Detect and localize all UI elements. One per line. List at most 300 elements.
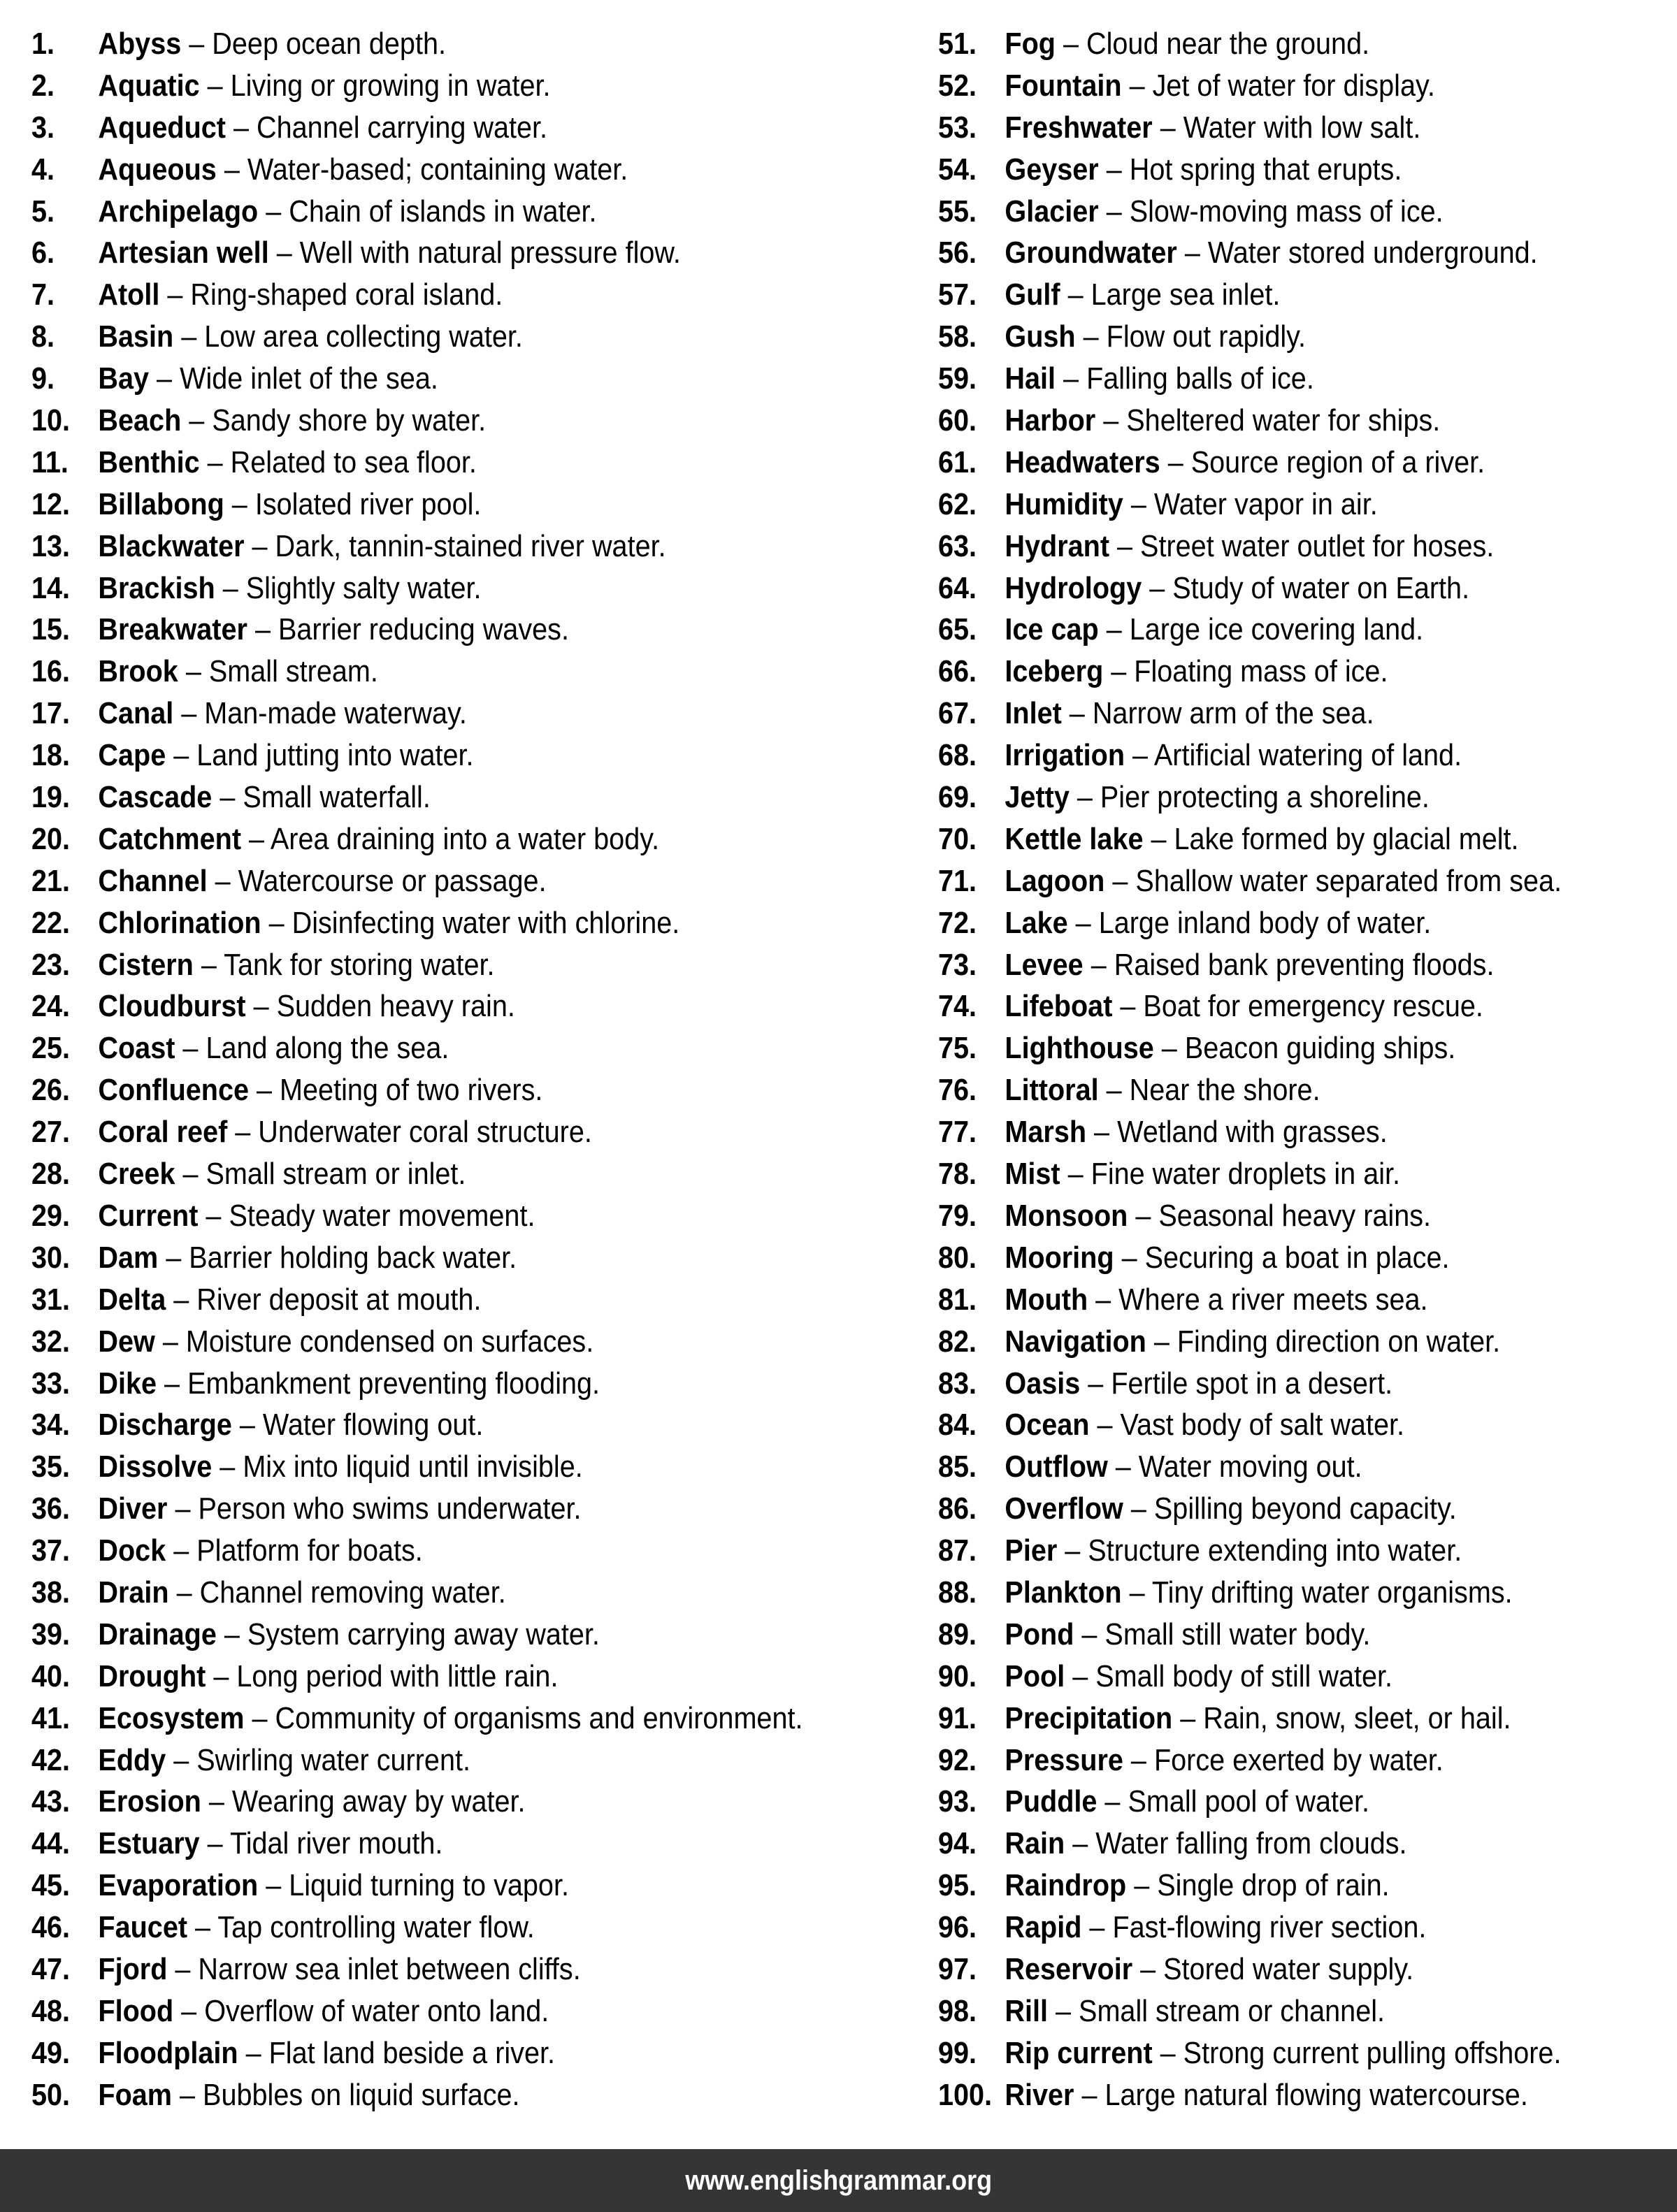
item-separator: – bbox=[216, 1617, 247, 1651]
list-item-content bbox=[31, 1279, 481, 1321]
list-item-content bbox=[938, 693, 1374, 735]
item-separator: – bbox=[193, 947, 224, 982]
list-item-content bbox=[31, 1990, 549, 2032]
item-term: Gulf bbox=[1005, 277, 1060, 312]
item-term: Abyss bbox=[98, 27, 182, 61]
item-separator: – bbox=[1083, 947, 1114, 982]
list-item-content bbox=[31, 1530, 423, 1572]
list-item-content bbox=[938, 232, 1538, 274]
list-item bbox=[31, 191, 888, 233]
item-separator: – bbox=[206, 1658, 237, 1693]
list-item bbox=[938, 1572, 1631, 1614]
list-item bbox=[938, 1446, 1631, 1488]
list-item-content bbox=[31, 902, 679, 944]
item-number: 9. bbox=[31, 361, 55, 396]
item-separator: – bbox=[1109, 528, 1141, 563]
list-item-content bbox=[938, 776, 1430, 818]
item-term: Fog bbox=[1005, 27, 1056, 61]
item-definition: Flow out rapidly. bbox=[1106, 319, 1307, 354]
item-term: Kettle lake bbox=[1005, 821, 1144, 856]
list-item-content bbox=[31, 484, 481, 526]
item-separator: – bbox=[1114, 1240, 1145, 1275]
item-separator: – bbox=[173, 1993, 205, 2028]
item-definition: Force exerted by water. bbox=[1153, 1742, 1444, 1777]
item-separator: – bbox=[1146, 1324, 1177, 1359]
item-definition: Tap controlling water flow. bbox=[217, 1910, 535, 1945]
list-item bbox=[31, 232, 888, 274]
item-term: Groundwater bbox=[1005, 236, 1177, 270]
list-item-content bbox=[938, 107, 1420, 149]
item-term: Pond bbox=[1005, 1617, 1074, 1651]
item-term: Mooring bbox=[1005, 1240, 1114, 1275]
item-definition: Large natural flowing watercourse. bbox=[1104, 2077, 1528, 2112]
list-item bbox=[938, 191, 1631, 233]
list-item bbox=[938, 1907, 1631, 1949]
item-separator: – bbox=[1074, 2077, 1105, 2112]
list-item bbox=[31, 1069, 888, 1111]
item-definition: Deep ocean depth. bbox=[212, 27, 446, 61]
item-definition: Flat land beside a river. bbox=[268, 2035, 556, 2070]
list-item bbox=[31, 1614, 888, 1656]
item-definition: Large sea inlet. bbox=[1091, 277, 1281, 312]
list-item-content bbox=[938, 1069, 1320, 1111]
list-item bbox=[31, 484, 888, 526]
list-item bbox=[31, 1990, 888, 2032]
list-item bbox=[938, 944, 1631, 986]
list-item-content bbox=[31, 442, 477, 484]
item-separator: – bbox=[1152, 110, 1183, 145]
item-separator: – bbox=[166, 1742, 197, 1777]
item-term: Geyser bbox=[1005, 152, 1099, 187]
item-term: Billabong bbox=[98, 486, 224, 521]
item-separator: – bbox=[199, 444, 231, 479]
item-definition: Stored water supply. bbox=[1163, 1951, 1414, 1986]
item-separator: – bbox=[173, 319, 205, 354]
item-separator: – bbox=[238, 2035, 269, 2070]
list-item-content bbox=[938, 1781, 1369, 1823]
list-item bbox=[938, 1195, 1631, 1237]
list-item-content bbox=[938, 1488, 1457, 1530]
item-separator: – bbox=[1067, 905, 1099, 940]
list-item bbox=[938, 232, 1631, 274]
item-definition: Tiny drifting water organisms. bbox=[1151, 1575, 1513, 1610]
item-term: Ecosystem bbox=[98, 1700, 245, 1735]
item-definition: Long period with little rain. bbox=[236, 1658, 559, 1693]
list-item bbox=[938, 568, 1631, 609]
item-term: Mouth bbox=[1005, 1282, 1088, 1317]
list-item-content bbox=[31, 23, 446, 65]
item-term: Dam bbox=[98, 1240, 159, 1275]
item-number: 69. bbox=[938, 780, 977, 815]
list-item-content bbox=[938, 1907, 1426, 1949]
item-term: Fountain bbox=[1005, 68, 1122, 103]
item-separator: – bbox=[1056, 361, 1087, 396]
item-number: 75. bbox=[938, 1031, 977, 1066]
item-number: 61. bbox=[938, 444, 977, 479]
item-term: Dock bbox=[98, 1533, 166, 1568]
item-term: Irrigation bbox=[1005, 738, 1125, 773]
list-item bbox=[31, 107, 888, 149]
item-definition: Related to sea floor. bbox=[230, 444, 477, 479]
item-definition: Tidal river mouth. bbox=[229, 1826, 443, 1861]
list-item-content bbox=[31, 1614, 600, 1656]
item-definition: Wetland with grasses. bbox=[1117, 1115, 1388, 1150]
item-number: 79. bbox=[938, 1198, 977, 1233]
item-number: 67. bbox=[938, 696, 977, 731]
item-number: 16. bbox=[31, 654, 71, 689]
item-definition: Land along the sea. bbox=[206, 1031, 449, 1066]
list-item bbox=[31, 1279, 888, 1321]
item-number: 71. bbox=[938, 863, 977, 898]
list-item-content bbox=[31, 65, 551, 107]
list-item bbox=[938, 860, 1631, 902]
item-number: 14. bbox=[31, 570, 71, 605]
item-number: 63. bbox=[938, 528, 977, 563]
list-item-content bbox=[938, 23, 1369, 65]
item-definition: Large ice covering land. bbox=[1129, 612, 1424, 647]
item-number: 88. bbox=[938, 1575, 977, 1610]
item-number: 27. bbox=[31, 1115, 71, 1150]
item-term: Rain bbox=[1005, 1826, 1065, 1861]
item-definition: System carrying away water. bbox=[247, 1617, 600, 1651]
item-definition: Boat for emergency rescue. bbox=[1143, 989, 1483, 1024]
list-item-content bbox=[938, 400, 1440, 442]
item-term: Chlorination bbox=[98, 905, 261, 940]
item-term: Discharge bbox=[98, 1408, 232, 1443]
list-item-content bbox=[31, 1446, 583, 1488]
item-term: Pier bbox=[1005, 1533, 1058, 1568]
list-item bbox=[31, 651, 888, 693]
item-definition: Water falling from clouds. bbox=[1095, 1826, 1407, 1861]
item-term: Inlet bbox=[1005, 696, 1062, 731]
list-item bbox=[31, 776, 888, 818]
list-item-content bbox=[31, 776, 431, 818]
item-number: 87. bbox=[938, 1533, 977, 1568]
item-number: 92. bbox=[938, 1742, 977, 1777]
list-item-content bbox=[938, 1990, 1385, 2032]
item-definition: Single drop of rain. bbox=[1157, 1868, 1390, 1903]
item-definition: Ring-shaped coral island. bbox=[190, 277, 503, 312]
item-separator: – bbox=[215, 570, 246, 605]
list-item-content bbox=[938, 1111, 1388, 1153]
list-item-content bbox=[31, 818, 659, 860]
list-item-content bbox=[938, 944, 1494, 986]
list-item bbox=[31, 1027, 888, 1069]
item-term: Drainage bbox=[98, 1617, 217, 1651]
item-separator: – bbox=[258, 194, 289, 229]
item-term: Dew bbox=[98, 1324, 155, 1359]
item-term: Estuary bbox=[98, 1826, 200, 1861]
item-separator: – bbox=[158, 1240, 189, 1275]
item-definition: Fertile spot in a desert. bbox=[1111, 1366, 1393, 1401]
item-definition: Slightly salty water. bbox=[245, 570, 482, 605]
list-item bbox=[31, 1656, 888, 1698]
item-separator: – bbox=[1107, 1450, 1139, 1484]
list-item bbox=[31, 1698, 888, 1740]
list-item bbox=[938, 1321, 1631, 1363]
item-term: Coral reef bbox=[98, 1115, 228, 1150]
item-definition: Channel removing water. bbox=[199, 1575, 506, 1610]
list-item-content bbox=[31, 1404, 483, 1446]
list-item bbox=[938, 1949, 1631, 1990]
list-item-content bbox=[31, 1195, 535, 1237]
list-item bbox=[31, 568, 888, 609]
list-item bbox=[938, 484, 1631, 526]
item-separator: – bbox=[227, 1115, 259, 1150]
list-item-content bbox=[31, 526, 666, 568]
item-definition: Fast-flowing river section. bbox=[1112, 1910, 1427, 1945]
item-term: Raindrop bbox=[1005, 1868, 1127, 1903]
item-number: 8. bbox=[31, 319, 55, 354]
list-item-content bbox=[31, 1949, 581, 1990]
item-number: 35. bbox=[31, 1450, 71, 1484]
item-number: 7. bbox=[31, 277, 55, 312]
list-item-content bbox=[31, 860, 547, 902]
item-term: Fjord bbox=[98, 1951, 168, 1986]
item-separator: – bbox=[244, 1700, 275, 1735]
item-number: 59. bbox=[938, 361, 977, 396]
list-item-content bbox=[938, 484, 1378, 526]
item-term: Bay bbox=[98, 361, 150, 396]
list-item-content bbox=[938, 1321, 1500, 1363]
item-number: 84. bbox=[938, 1408, 977, 1443]
list-item-content bbox=[938, 651, 1388, 693]
list-item bbox=[31, 23, 888, 65]
list-item bbox=[938, 1781, 1631, 1823]
item-separator: – bbox=[166, 738, 197, 773]
item-separator: – bbox=[181, 27, 213, 61]
item-number: 44. bbox=[31, 1826, 71, 1861]
item-separator: – bbox=[154, 1324, 186, 1359]
list-item-content bbox=[938, 1153, 1400, 1195]
list-item-content bbox=[31, 1656, 558, 1698]
item-term: Levee bbox=[1005, 947, 1084, 982]
item-number: 48. bbox=[31, 1993, 71, 2028]
item-term: Evaporation bbox=[98, 1868, 259, 1903]
item-term: Artesian well bbox=[98, 236, 269, 270]
item-number: 3. bbox=[31, 110, 55, 145]
item-number: 43. bbox=[31, 1784, 71, 1819]
item-separator: – bbox=[1074, 1617, 1105, 1651]
item-definition: Barrier reducing waves. bbox=[278, 612, 569, 647]
item-term: Monsoon bbox=[1005, 1198, 1128, 1233]
item-number: 50. bbox=[31, 2077, 71, 2112]
item-term: Dike bbox=[98, 1366, 157, 1401]
item-term: Breakwater bbox=[98, 612, 247, 647]
item-number: 30. bbox=[31, 1240, 71, 1275]
list-item bbox=[31, 358, 888, 400]
list-item bbox=[31, 944, 888, 986]
item-number: 76. bbox=[938, 1073, 977, 1108]
item-term: Hydrology bbox=[1005, 570, 1142, 605]
list-item-content bbox=[938, 902, 1431, 944]
list-item bbox=[938, 2074, 1631, 2116]
list-item-content bbox=[31, 1153, 466, 1195]
item-definition: Liquid turning to vapor. bbox=[289, 1868, 569, 1903]
item-separator: – bbox=[172, 2077, 203, 2112]
list-item bbox=[31, 1530, 888, 1572]
item-separator: – bbox=[1121, 68, 1153, 103]
list-item bbox=[31, 735, 888, 776]
list-item-content bbox=[938, 1027, 1455, 1069]
list-item bbox=[31, 1195, 888, 1237]
item-term: Cascade bbox=[98, 780, 213, 815]
list-item bbox=[938, 1153, 1631, 1195]
item-term: Navigation bbox=[1005, 1324, 1146, 1359]
item-definition: Wide inlet of the sea. bbox=[180, 361, 438, 396]
item-number: 78. bbox=[938, 1157, 977, 1192]
item-definition: Embankment preventing flooding. bbox=[187, 1366, 600, 1401]
list-item-content bbox=[938, 1740, 1444, 1781]
item-number: 32. bbox=[31, 1324, 71, 1359]
list-item bbox=[938, 1656, 1631, 1698]
list-item-content bbox=[938, 1949, 1413, 1990]
item-separator: – bbox=[166, 1533, 197, 1568]
list-item bbox=[31, 400, 888, 442]
item-definition: Near the shore. bbox=[1129, 1073, 1320, 1108]
list-item bbox=[938, 902, 1631, 944]
list-item-content bbox=[31, 1027, 449, 1069]
list-item bbox=[938, 400, 1631, 442]
list-item bbox=[938, 1237, 1631, 1279]
item-separator: – bbox=[1065, 1658, 1096, 1693]
word-list-left-column bbox=[31, 23, 888, 2116]
item-separator: – bbox=[1128, 1198, 1159, 1233]
item-number: 60. bbox=[938, 403, 977, 438]
item-separator: – bbox=[166, 1282, 197, 1317]
item-term: Outflow bbox=[1005, 1450, 1108, 1484]
item-number: 19. bbox=[31, 780, 71, 815]
item-term: Rill bbox=[1005, 1993, 1049, 2028]
item-separator: – bbox=[159, 277, 191, 312]
list-item-content bbox=[31, 651, 378, 693]
item-term: Foam bbox=[98, 2077, 173, 2112]
list-item bbox=[938, 23, 1631, 65]
item-definition: Fine water droplets in air. bbox=[1091, 1157, 1401, 1192]
list-item bbox=[31, 1488, 888, 1530]
word-list-right-column bbox=[938, 23, 1631, 2116]
item-definition: Water flowing out. bbox=[262, 1408, 484, 1443]
item-number: 22. bbox=[31, 905, 71, 940]
list-item bbox=[938, 1614, 1631, 1656]
item-definition: Structure extending into water. bbox=[1088, 1533, 1462, 1568]
item-definition: Water vapor in air. bbox=[1153, 486, 1378, 521]
item-number: 39. bbox=[31, 1617, 71, 1651]
list-item-content bbox=[938, 1865, 1390, 1907]
item-definition: Small pool of water. bbox=[1128, 1784, 1370, 1819]
item-definition: Bubbles on liquid surface. bbox=[203, 2077, 520, 2112]
list-item bbox=[938, 1404, 1631, 1446]
list-item bbox=[31, 1321, 888, 1363]
item-term: Coast bbox=[98, 1031, 175, 1066]
item-separator: – bbox=[1098, 194, 1130, 229]
item-term: Beach bbox=[98, 403, 182, 438]
item-number: 12. bbox=[31, 486, 71, 521]
item-definition: Securing a boat in place. bbox=[1144, 1240, 1450, 1275]
item-term: Littoral bbox=[1005, 1073, 1099, 1108]
list-item bbox=[938, 651, 1631, 693]
item-separator: – bbox=[1126, 1868, 1158, 1903]
list-item-content bbox=[31, 1740, 470, 1781]
item-number: 23. bbox=[31, 947, 71, 982]
item-term: Hydrant bbox=[1005, 528, 1110, 563]
item-definition: Sandy shore by water. bbox=[212, 403, 487, 438]
item-definition: Small body of still water. bbox=[1095, 1658, 1392, 1693]
list-item bbox=[31, 526, 888, 568]
list-item-content bbox=[938, 1404, 1404, 1446]
list-item-content bbox=[938, 1656, 1392, 1698]
list-item-content bbox=[31, 1572, 506, 1614]
item-number: 65. bbox=[938, 612, 977, 647]
item-number: 29. bbox=[31, 1198, 71, 1233]
list-item bbox=[31, 1823, 888, 1865]
item-separator: – bbox=[1069, 780, 1100, 815]
list-item-content bbox=[31, 232, 681, 274]
item-number: 40. bbox=[31, 1658, 71, 1693]
list-item-content bbox=[31, 944, 495, 986]
item-term: Overflow bbox=[1005, 1491, 1123, 1526]
item-separator: – bbox=[173, 696, 205, 731]
item-number: 53. bbox=[938, 110, 977, 145]
list-item-content bbox=[938, 2074, 1528, 2116]
item-separator: – bbox=[212, 1450, 243, 1484]
item-number: 62. bbox=[938, 486, 977, 521]
item-separator: – bbox=[167, 1951, 199, 1986]
list-item bbox=[938, 1740, 1631, 1781]
item-separator: – bbox=[168, 1575, 200, 1610]
list-item-content bbox=[938, 65, 1435, 107]
item-term: Aquatic bbox=[98, 68, 200, 103]
list-item-content bbox=[31, 1823, 442, 1865]
list-item-content bbox=[31, 107, 547, 149]
list-item-content bbox=[938, 191, 1444, 233]
item-term: Ice cap bbox=[1005, 612, 1099, 647]
item-separator: – bbox=[226, 110, 257, 145]
list-item-content bbox=[31, 358, 438, 400]
item-definition: Street water outlet for hoses. bbox=[1140, 528, 1495, 563]
item-definition: Spilling beyond capacity. bbox=[1153, 1491, 1457, 1526]
item-separator: – bbox=[1097, 1784, 1128, 1819]
list-item-content bbox=[938, 1237, 1449, 1279]
item-definition: Small stream or inlet. bbox=[206, 1157, 466, 1192]
item-definition: Isolated river pool. bbox=[254, 486, 482, 521]
list-item-content bbox=[938, 1530, 1462, 1572]
item-term: Iceberg bbox=[1005, 654, 1104, 689]
list-item bbox=[938, 274, 1631, 316]
list-item bbox=[938, 1530, 1631, 1572]
item-definition: Dark, tannin-stained river water. bbox=[275, 528, 666, 563]
item-term: Gush bbox=[1005, 319, 1076, 354]
item-separator: – bbox=[1176, 236, 1208, 270]
list-item bbox=[31, 274, 888, 316]
item-term: Blackwater bbox=[98, 528, 245, 563]
list-item bbox=[31, 693, 888, 735]
list-item-content bbox=[938, 985, 1483, 1027]
item-term: River bbox=[1005, 2077, 1074, 2112]
item-term: Floodplain bbox=[98, 2035, 238, 2070]
item-number: 37. bbox=[31, 1533, 71, 1568]
list-item-content bbox=[31, 2074, 520, 2116]
list-item-content bbox=[938, 316, 1306, 358]
item-definition: Rain, snow, sleet, or hail. bbox=[1203, 1700, 1511, 1735]
item-number: 100. bbox=[938, 2077, 993, 2112]
item-separator: – bbox=[261, 905, 292, 940]
item-number: 82. bbox=[938, 1324, 977, 1359]
item-separator: – bbox=[247, 612, 278, 647]
item-separator: – bbox=[1172, 1700, 1204, 1735]
item-number: 41. bbox=[31, 1700, 71, 1735]
list-item bbox=[938, 316, 1631, 358]
